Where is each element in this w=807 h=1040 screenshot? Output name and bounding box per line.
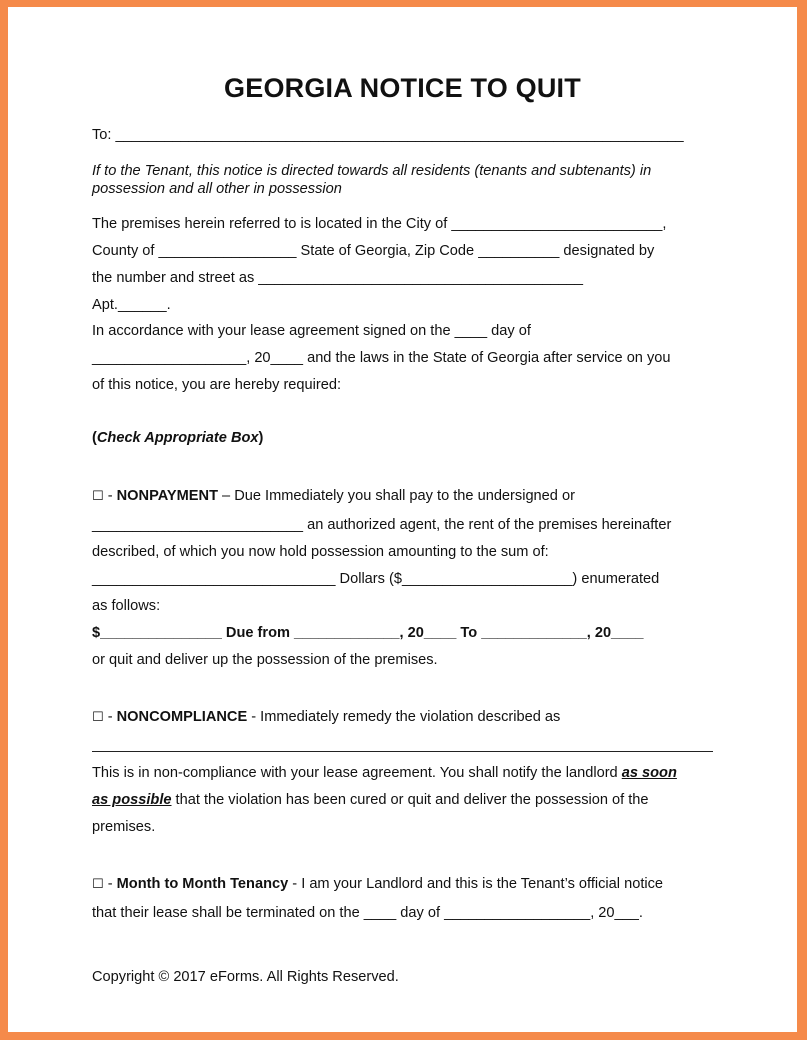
nonpayment-line-4: ______________________________ Dollars ($_____________________) enumerated — [92, 571, 660, 587]
notice-form-page — [8, 7, 797, 1032]
notice-scope-line-1: If to the Tenant, this notice is directed towards all residents (tenants and subtenants) in — [92, 163, 652, 179]
noncompliance-line-3: as possible that the violation has been cured or quit and deliver the possession of the — [92, 792, 649, 808]
nonpayment-option: ☐ - NONPAYMENT – Due Immediately you shall pay to the undersigned or — [92, 488, 575, 504]
premises-line-2: County of _________________ State of Georgia, Zip Code __________ designated by — [92, 243, 655, 259]
premises-line-4: Apt.______. — [92, 297, 171, 313]
noncompliance-heading: NONCOMPLIANCE — [116, 709, 248, 725]
nonpayment-line-3: described, of which you now hold possession amounting to the sum of: — [92, 544, 549, 560]
noncompliance-option: ☐ - NONCOMPLIANCE - Immediately remedy the violation described as — [92, 709, 561, 725]
copyright-text: Copyright © 2017 eForms. All Rights Reserved. — [92, 969, 399, 985]
nonpayment-checkbox[interactable]: ☐ — [92, 489, 104, 504]
check-box-instruction: (Check Appropriate Box) — [92, 430, 264, 446]
month-to-month-line-2: that their lease shall be terminated on the ____ day of __________________, 20___. — [92, 905, 643, 921]
premises-line-1: The premises herein referred to is located in the City of __________________________, — [92, 216, 667, 232]
noncompliance-checkbox[interactable]: ☐ — [92, 710, 104, 725]
notice-scope-line-2: possession and all other in possession — [92, 181, 342, 197]
month-to-month-option: ☐ - Month to Month Tenancy - I am your Landlord and this is the Tenant’s official notice — [92, 876, 664, 892]
premises-line-3: the number and street as ________________________________________ — [92, 270, 583, 286]
nonpayment-line-2: __________________________ an authorized agent, the rent of the premises hereinafter — [92, 517, 672, 533]
page-title: GEORGIA NOTICE TO QUIT — [224, 73, 581, 103]
noncompliance-line-2: This is in non-compliance with your lease agreement. You shall notify the landlord as soon — [92, 765, 677, 781]
to-field-line: To: ______________________________________________________________________ — [92, 127, 684, 143]
lease-line-3: of this notice, you are hereby required: — [92, 377, 342, 393]
month-to-month-heading: Month to Month Tenancy — [116, 876, 289, 892]
lease-line-2: ___________________, 20____ and the laws in the State of Georgia after service on you — [92, 350, 671, 366]
nonpayment-heading: NONPAYMENT — [116, 488, 218, 504]
lease-line-1: In accordance with your lease agreement signed on the ____ day of — [92, 323, 531, 339]
nonpayment-line-5: as follows: — [92, 598, 161, 614]
month-to-month-checkbox[interactable]: ☐ — [92, 877, 104, 892]
noncompliance-line-4: premises. — [92, 819, 156, 835]
nonpayment-amount-line: $_______________ Due from _____________, 20____ To _____________, 20____ — [92, 625, 644, 641]
violation-description-rule — [92, 751, 713, 752]
nonpayment-line-7: or quit and deliver up the possession of the premises. — [92, 652, 438, 668]
